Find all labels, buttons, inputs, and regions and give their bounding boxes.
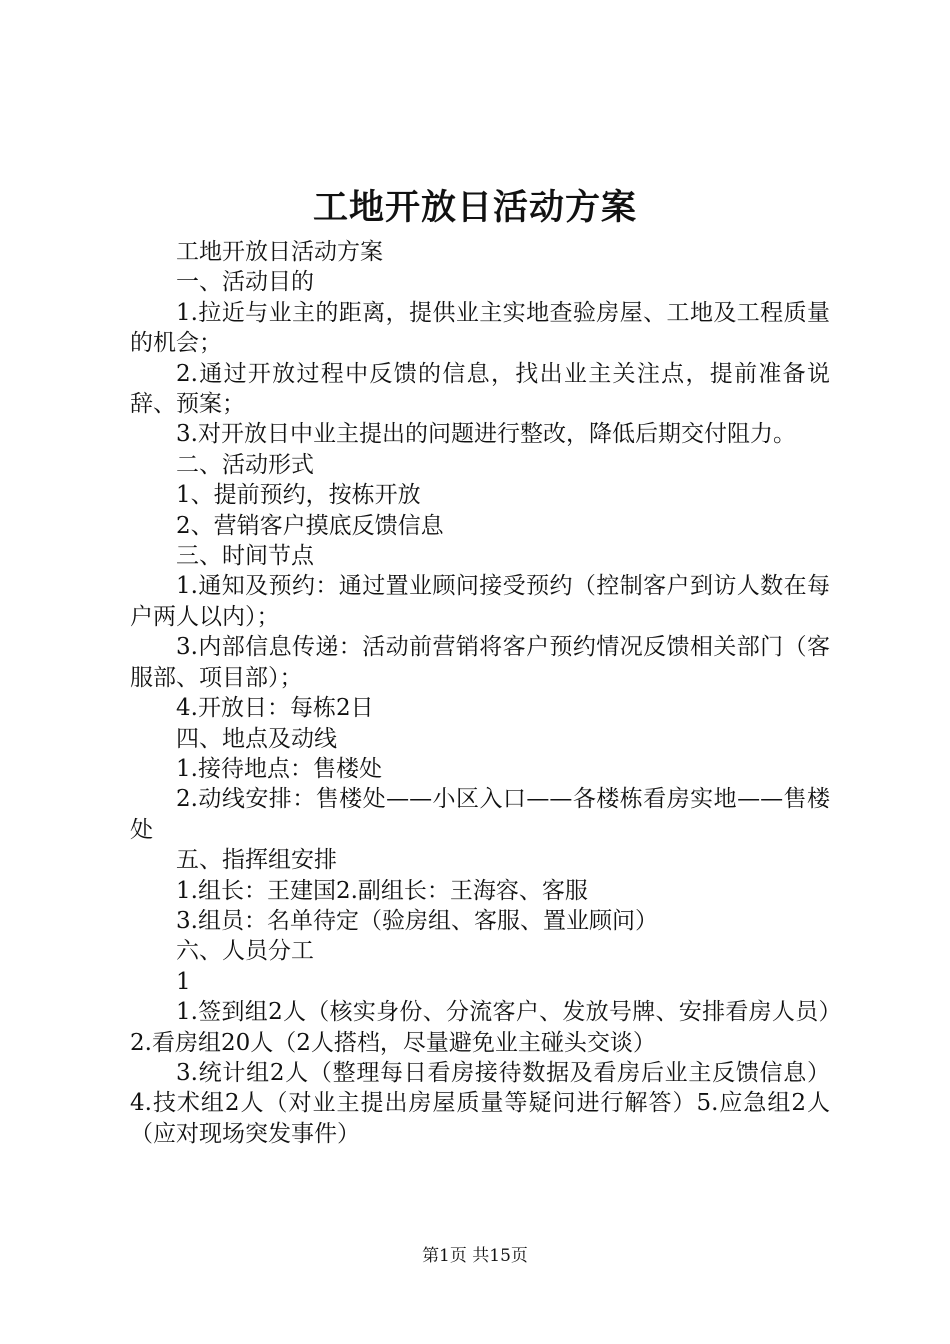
paragraph: 1.签到组2人（核实身份、分流客户、发放号牌、安排看房人员）2.看房组20人（2人搭档，尽量避免业主碰头交谈） [130, 999, 830, 1056]
paragraph: 2、营销客户摸底反馈信息 [176, 512, 444, 539]
paragraph: 1、提前预约，按栋开放 [176, 482, 421, 509]
paragraph: 3.统计组2人（整理每日看房接待数据及看房后业主反馈信息）4.技术组2人（对业主提出房屋质量等疑问进行解答）5.应急组2人（应对现场突发事件） [130, 1059, 830, 1147]
section-heading-timeline: 三、时间节点 [176, 543, 314, 570]
paragraph: 3.组员：名单待定（验房组、客服、置业顾问） [176, 907, 658, 934]
paragraph: 3.内部信息传递：活动前营销将客户预约情况反馈相关部门（客服部、项目部）； [130, 634, 830, 691]
paragraph: 2.动线安排：售楼处——小区入口——各楼栋看房实地——售楼处 [130, 786, 830, 843]
paragraph: 2.通过开放过程中反馈的信息，找出业主关注点，提前准备说辞、预案； [130, 360, 830, 418]
document-title: 工地开放日活动方案 [312, 187, 637, 228]
paragraph-heading-repeat: 工地开放日活动方案 [176, 239, 383, 265]
section-heading-purpose: 一、活动目的 [176, 269, 314, 296]
document-body [130, 237, 830, 1149]
section-heading-command-group: 五、指挥组安排 [176, 847, 337, 874]
page-number-footer: 第1页 共15页 [422, 1246, 528, 1266]
paragraph: 1.组长：王建国2.副组长：王海容、客服 [176, 877, 588, 904]
paragraph: 4.开放日：每栋2日 [176, 695, 374, 722]
paragraph: 1.接待地点：售楼处 [176, 755, 382, 782]
section-heading-format: 二、活动形式 [176, 451, 314, 478]
paragraph: 1.通知及预约：通过置业顾问接受预约（控制客户到访人数在每户两人以内）； [130, 573, 830, 630]
paragraph: 3.对开放日中业主提出的问题进行整改，降低后期交付阻力。 [176, 421, 796, 448]
paragraph: 1 [176, 968, 191, 995]
paragraph: 1.拉近与业主的距离，提供业主实地查验房屋、工地及工程质量的机会； [130, 299, 830, 357]
section-heading-staffing: 六、人员分工 [176, 938, 314, 965]
section-heading-location: 四、地点及动线 [176, 725, 337, 752]
